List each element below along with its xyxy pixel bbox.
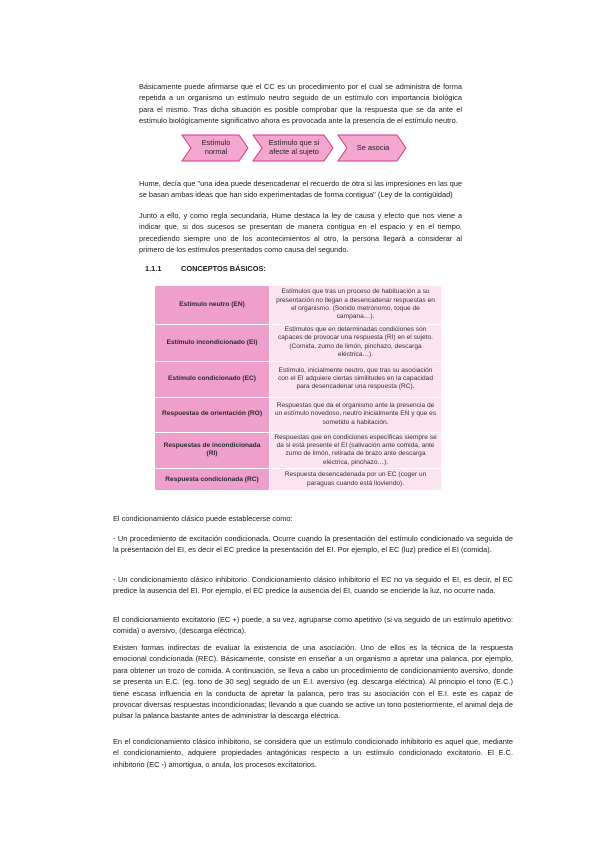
concept-term: Estímulo condicionado (EC) [155, 361, 270, 397]
appetitive-paragraph: El condicionamiento excitatorio (EC +) puede, a su vez, agruparse como apetitivo (si va seguido de un estímulo apetitivo: comida) o aversivo, (descarga eléctrica). [113, 615, 513, 636]
table-row [155, 397, 442, 432]
hume-rule-paragraph: Junto a ello, y como regla secundaria, Hume destaca la ley de causa y efecto que nos viene a indicar que, si dos sucesos se presentan de manera contigua en el espacio y en el tiempo, precediendo siempre uno de los acontecimientos al otro, la persona llegará a considerar al primero de los estímulos presentados como causa del segundo. [139, 211, 462, 255]
intro-paragraph: Básicamente puede afirmarse que el CC es un procedimiento por el cual se administra de forma repetida a un organismo un estímulo neutro seguido de un estímulo con importancia biológica para el mismo. Tras dicha situación es posible comprobar que la respuesta que se da ante el estímulo biológicamente significativo ahora es provocada ante la presencia de el estímulo neutro. [139, 82, 462, 126]
concept-definition: Respuestas que da el organismo ante la presencia de un estímulo novedoso, neutro inicialmente EN y que es sometido a habitación. [270, 397, 442, 432]
section-number: 1.1.1 [145, 264, 162, 273]
inhibitory-definition-paragraph: En el condicionamiento clásico inhibitorio, se considera que un estímulo condicionado inhibitorio es aquel que, mediante el condicionamiento, adquiere propiedades antagónicas respecto a un estímulo condicionado excitatorio. El E.C. inhibitorio (EC -) amortigua, o anula, los procesos excitatorios. [113, 737, 513, 769]
concept-definition: Estímulos que tras un proceso de habituación a su presentación no llegan a desencadenar respuestas en el organismo. (Sonido metrónomo, toque de campana…). [270, 286, 442, 325]
concept-term: Estímulo incondicionado (EI) [155, 325, 270, 362]
indirect-evaluation-paragraph: Existen formas indirectas de evaluar la existencia de una asociación. Uno de ellos es la técnica de la respuesta emocional condicionada (REC). Básicamente, consiste en enseñar a un organismo a apretar una palanca, por ejemplo, para obtener un trozo de comida. A continuación, se lleva a cabo un procedimiento de condicionamiento aversivo, donde se presenta un E.C. (eg. tono de 30 seg) seguido de un E.I. aversivo (eg. descarga eléctrica). Al principio el tono (E.C.) tiene escasa influencia en la conducta de apretar la palanca, pero tras su asociación con el E.I. este es capaz de provocar diversas respuestas incondicionadas; llevando a que cuando se active un tono posteriormente, el animal deja de pulsar la palanca bastante antes de administrar la descarga eléctrica. [113, 643, 513, 721]
flow-step-1: Estímulo normal [201, 138, 231, 156]
association-flow-diagram [181, 134, 407, 162]
section-title: CONCEPTOS BÁSICOS: [181, 264, 266, 273]
flow-step-2: Estímulo que si afecte al sujeto [268, 138, 320, 156]
section-heading [145, 264, 266, 273]
flow-step-3: Se asocia [356, 143, 390, 152]
table-row [155, 361, 442, 397]
concept-definition: Estímulo, inicialmente neutro, que tras su asociación con el EI adquiere ciertas similitudes en la capacidad para desencadenar una respuesta (RC). [270, 361, 442, 397]
concept-term: Respuestas de orientación (RO) [155, 397, 270, 432]
concept-term: Respuesta condicionada (RC) [155, 469, 270, 491]
establish-paragraph: El condicionamiento clásico puede establecerse como: [113, 514, 293, 523]
concept-term: Respuestas de incondicionada (RI) [155, 432, 270, 469]
table-row [155, 432, 442, 469]
hume-paragraph: Hume, decía que "una idea puede desencadenar el recuerdo de otra si las impresiones en las que se basan ambas ideas que han sido experimentadas de forma contigua" (Ley de la contigüidad) [139, 179, 462, 200]
concepts-table [154, 285, 442, 491]
table-row [155, 325, 442, 362]
table-row [155, 286, 442, 325]
concept-definition: Estímulos que en determinadas condiciones son capaces de provocar una respuesta (RI) en el sujeto. (Comida, zumo de limón, pinchazo, descarga eléctrica…). [270, 325, 442, 362]
concept-term: Estímulo neutro (EN) [155, 286, 270, 325]
concept-definition: Respuesta desencadenada por un EC (coger un paraguas cuando está lloviendo). [270, 469, 442, 491]
concept-definition: Respuestas que en condiciones específicas siempre se da si está presente el EI (salivación ante comida, ante zumo de limón, retirada de brazo ante descarga eléctrica, pinchazo…). [270, 432, 442, 469]
excitatory-paragraph: - Un procedimiento de excitación condicionada. Ocurre cuando la presentación del estímulo condicionado va seguida de la presentación del EI, es decir el EC predice la presentación del EI. Por ejemplo, el EC (luz) predice el EI (comida). [113, 534, 513, 555]
table-row [155, 469, 442, 491]
inhibitory-paragraph: - Un condicionamiento clásico inhibitorio. Condicionamiento clásico inhibitorio el EC no va seguido el EI, es decir, el EC predice la ausencia del EI. Por ejemplo, el EC predice la ausencia del EI, cuando se enciende la luz, no ocurre nada. [113, 575, 513, 596]
